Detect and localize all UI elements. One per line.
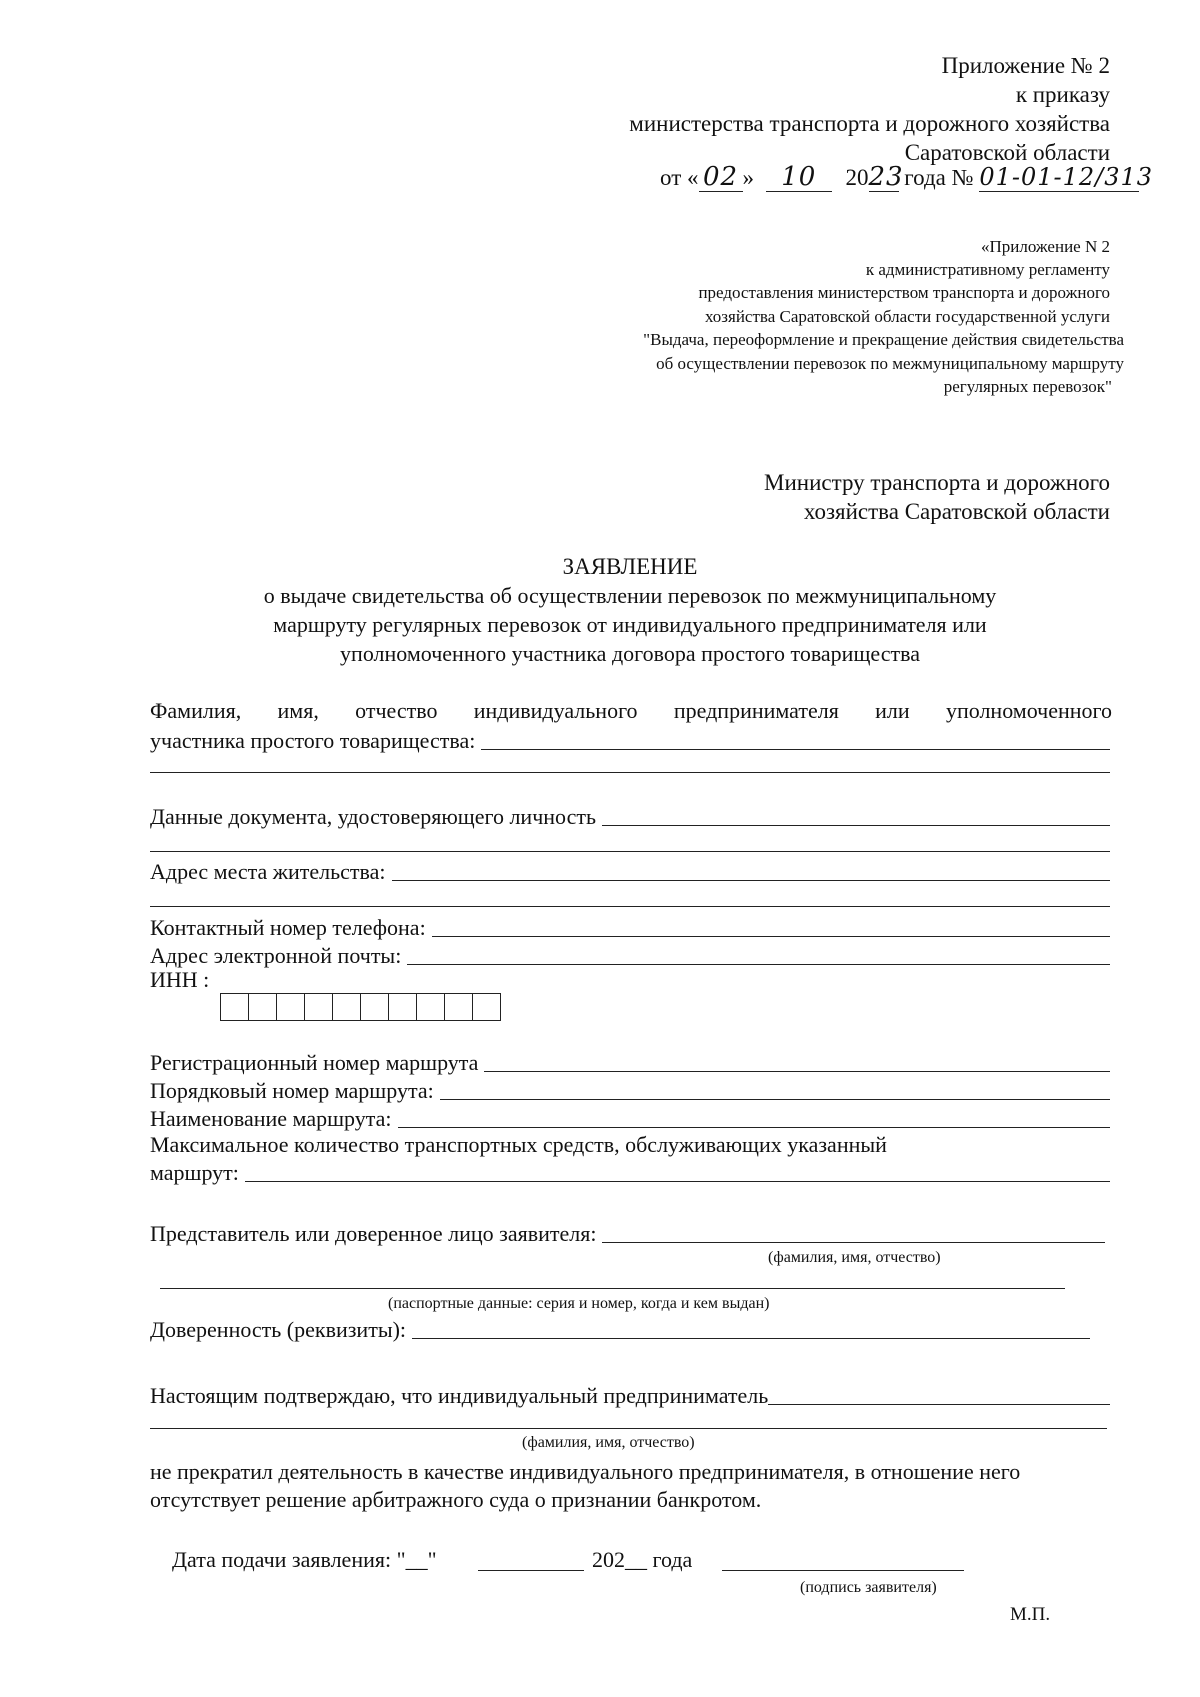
fio-label-line-2: участника простого товарищества: <box>150 728 476 753</box>
representative-label: Представитель или доверенное лицо заявителя: <box>150 1221 597 1246</box>
id-document-extra-line[interactable] <box>150 851 1110 852</box>
statement-heading: ЗАЯВЛЕНИЕ <box>562 554 698 579</box>
signature-hint: (подпись заявителя) <box>800 1579 937 1596</box>
inn-cell[interactable] <box>277 994 305 1020</box>
addressee-line-1: Министру транспорта и дорожного <box>764 470 1110 495</box>
date-year-prefix: 20 <box>845 165 869 190</box>
order-date-line <box>660 162 1154 192</box>
address-extra-line[interactable] <box>150 906 1110 907</box>
order-number: 01-01-12/313 <box>979 163 1154 191</box>
fio-label-line-1: Фамилия, имя, отчество индивидуального предпринимателя или уполномоченного <box>150 698 1112 723</box>
inn-cell[interactable] <box>361 994 389 1020</box>
id-document-input-line[interactable] <box>602 825 1110 826</box>
submission-year-label: 202__ года <box>592 1547 693 1572</box>
date-mid: » <box>742 165 754 190</box>
inn-cell[interactable] <box>221 994 249 1020</box>
route-name-label: Наименование маршрута: <box>150 1106 392 1131</box>
max-vehicles-label-line-2: маршрут: <box>150 1160 239 1185</box>
email-input-line[interactable] <box>407 964 1110 965</box>
phone-field[interactable] <box>150 911 1110 941</box>
route-reg-number-input-line[interactable] <box>484 1071 1110 1072</box>
email-label: Адрес электронной почты: <box>150 943 402 968</box>
statement-line-1: не прекратил деятельность в качестве индивидуального предпринимателя, в отношение него <box>150 1459 1021 1484</box>
regulation-line-5: "Выдача, переоформление и прекращение действия свидетельства <box>643 330 1124 349</box>
max-vehicles-input-line[interactable] <box>245 1181 1110 1182</box>
regulation-line-1: «Приложение N 2 <box>980 237 1110 256</box>
confirm-field[interactable] <box>150 1379 1110 1409</box>
statement-subtitle-1: о выдаче свидетельства об осуществлении перевозок по межмуниципальному <box>263 583 997 608</box>
route-reg-number-field[interactable] <box>150 1046 1110 1076</box>
representative-hint: (фамилия, имя, отчество) <box>768 1249 941 1266</box>
seal-place: М.П. <box>1010 1604 1051 1625</box>
confirm-input-line[interactable] <box>768 1404 1110 1405</box>
inn-cell[interactable] <box>445 994 473 1020</box>
date-prefix: от « <box>660 165 699 190</box>
power-of-attorney-label: Доверенность (реквизиты): <box>150 1317 407 1342</box>
date-month: 10 <box>766 163 832 192</box>
date-year: 23 <box>868 162 904 192</box>
date-suffix: года № <box>904 165 974 190</box>
route-seq-number-input-line[interactable] <box>440 1099 1110 1100</box>
address-input-line[interactable] <box>392 880 1110 881</box>
appendix-title: Приложение № 2 <box>941 53 1110 78</box>
email-field[interactable] <box>150 939 1110 969</box>
regulation-line-4: хозяйства Саратовской области государственной услуги <box>704 307 1110 326</box>
inn-input[interactable] <box>220 993 501 1021</box>
max-vehicles-field[interactable] <box>150 1156 1110 1186</box>
confirm-label: Настоящим подтверждаю, что индивидуальный предприниматель <box>150 1383 769 1408</box>
power-of-attorney-field[interactable] <box>150 1313 1090 1343</box>
confirm-hint: (фамилия, имя, отчество) <box>522 1434 695 1451</box>
statement-subtitle-3: уполномоченного участника договора простого товарищества <box>340 641 920 666</box>
id-document-label: Данные документа, удостоверяющего личность <box>150 804 597 829</box>
appendix-region: Саратовской области <box>904 140 1110 165</box>
representative-input-line[interactable] <box>602 1242 1105 1243</box>
appendix-order: к приказу <box>1015 82 1110 107</box>
route-seq-number-label: Порядковый номер маршрута: <box>150 1078 434 1103</box>
phone-input-line[interactable] <box>432 936 1110 937</box>
power-of-attorney-input-line[interactable] <box>412 1338 1090 1339</box>
address-label: Адрес места жительства: <box>150 859 386 884</box>
confirm-extra-line[interactable] <box>150 1428 1107 1429</box>
inn-cell[interactable] <box>417 994 445 1020</box>
route-seq-number-field[interactable] <box>150 1074 1110 1104</box>
signature-line[interactable] <box>722 1570 964 1571</box>
appendix-ministry: министерства транспорта и дорожного хозяйства <box>629 111 1110 136</box>
passport-input-line[interactable] <box>160 1288 1065 1289</box>
route-name-field[interactable] <box>150 1102 1110 1132</box>
regulation-line-7: регулярных перевозок" <box>943 377 1112 396</box>
phone-label: Контактный номер телефона: <box>150 915 426 940</box>
address-field[interactable] <box>150 855 1110 885</box>
date-day: 02 <box>699 163 743 192</box>
representative-field[interactable] <box>150 1217 1105 1247</box>
submission-month-line[interactable] <box>478 1570 584 1571</box>
fio-extra-line[interactable] <box>150 772 1110 773</box>
statement-subtitle-2: маршруту регулярных перевозок от индивидуального предпринимателя или <box>273 612 987 637</box>
regulation-line-6: об осуществлении перевозок по межмуниципальному маршруту <box>656 354 1124 373</box>
regulation-line-2: к административному регламенту <box>865 260 1110 279</box>
route-reg-number-label: Регистрационный номер маршрута <box>150 1050 479 1075</box>
id-document-field[interactable] <box>150 800 1110 830</box>
inn-label: ИНН : <box>150 967 210 992</box>
fio-input-line[interactable] <box>481 749 1110 750</box>
fio-field[interactable] <box>150 724 1110 754</box>
inn-cell[interactable] <box>389 994 417 1020</box>
inn-cell[interactable] <box>305 994 333 1020</box>
statement-line-2: отсутствует решение арбитражного суда о признании банкротом. <box>150 1487 762 1512</box>
addressee-line-2: хозяйства Саратовской области <box>803 499 1110 524</box>
regulation-line-3: предоставления министерством транспорта и дорожного <box>698 283 1110 302</box>
passport-hint: (паспортные данные: серия и номер, когда и кем выдан) <box>388 1295 770 1312</box>
inn-cell[interactable] <box>473 994 500 1020</box>
max-vehicles-label-line-1: Максимальное количество транспортных средств, обслуживающих указанный <box>150 1132 887 1157</box>
inn-cell[interactable] <box>333 994 361 1020</box>
inn-cell[interactable] <box>249 994 277 1020</box>
route-name-input-line[interactable] <box>398 1127 1110 1128</box>
submission-date-label: Дата подачи заявления: "__" <box>172 1547 437 1572</box>
